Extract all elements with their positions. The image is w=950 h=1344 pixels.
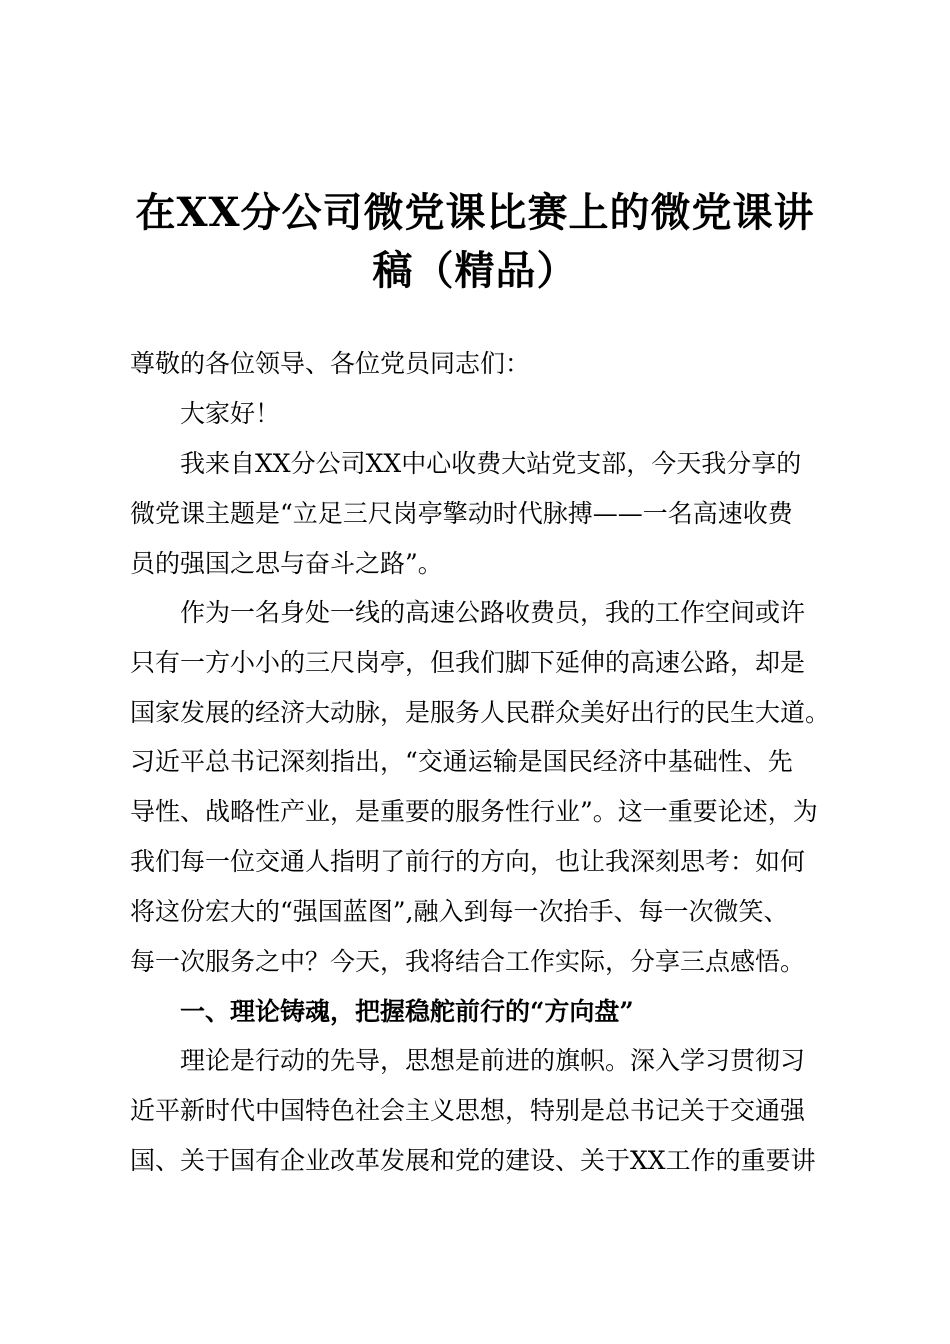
paragraph-1 <box>130 439 830 588</box>
paragraph-line: 作为一名身处一线的高速公路收费员，我的工作空间或许 <box>180 598 806 627</box>
paragraph-line: 将这份宏大的“强国蓝图”,融入到每一次抬手、每一次微笑、 <box>130 896 789 926</box>
paragraph-line: 每一次服务之中？今天，我将结合工作实际，分享三点感悟。 <box>130 946 806 976</box>
paragraph-line: 理论是行动的先导，思想是前进的旗帜。深入学习贯彻习 <box>180 1046 806 1075</box>
document-title <box>110 184 840 300</box>
title-line-2: 稿（精品） <box>372 247 578 294</box>
greeting <box>130 389 830 439</box>
title-line-1: 在XX分公司微党课比赛上的微党课讲 <box>135 189 815 236</box>
paragraph-line: 国家发展的经济大动脉，是服务人民群众美好出行的民生大道。 <box>130 697 831 727</box>
section-heading-text: 一、理论铸魂，把握稳舵前行的“方向盘” <box>180 997 634 1026</box>
paragraph-line: 导性、战略性产业，是重要的服务性行业”。这一重要论述，为 <box>130 797 818 827</box>
salutation <box>130 339 830 389</box>
paragraph-line: 我来自XX分公司XX中心收费大站党支部，今天我分享的 <box>180 449 802 478</box>
paragraph-line: 习近平总书记深刻指出，“交通运输是国民经济中基础性、先 <box>130 747 793 777</box>
paragraph-line: 近平新时代中国特色社会主义思想，特别是总书记关于交通强 <box>130 1095 806 1125</box>
paragraph-3 <box>130 1036 830 1185</box>
section-heading-1 <box>130 987 830 1037</box>
paragraph-line: 微党课主题是“立足三尺岗亭擎动时代脉搏——一名高速收费 <box>130 498 793 528</box>
paragraph-line: 只有一方小小的三尺岗亭，但我们脚下延伸的高速公路，却是 <box>130 647 806 677</box>
paragraph-line: 员的强国之思与奋斗之路”。 <box>130 548 443 578</box>
paragraph-2 <box>130 588 830 986</box>
paragraph-line: 我们每一位交通人指明了前行的方向，也让我深刻思考：如何 <box>130 846 806 876</box>
paragraph-line: 国、关于国有企业改革发展和党的建设、关于XX工作的重要讲 <box>130 1145 816 1175</box>
greeting-text: 大家好！ <box>180 399 281 428</box>
salutation-text: 尊敬的各位领导、各位党员同志们： <box>130 349 531 378</box>
